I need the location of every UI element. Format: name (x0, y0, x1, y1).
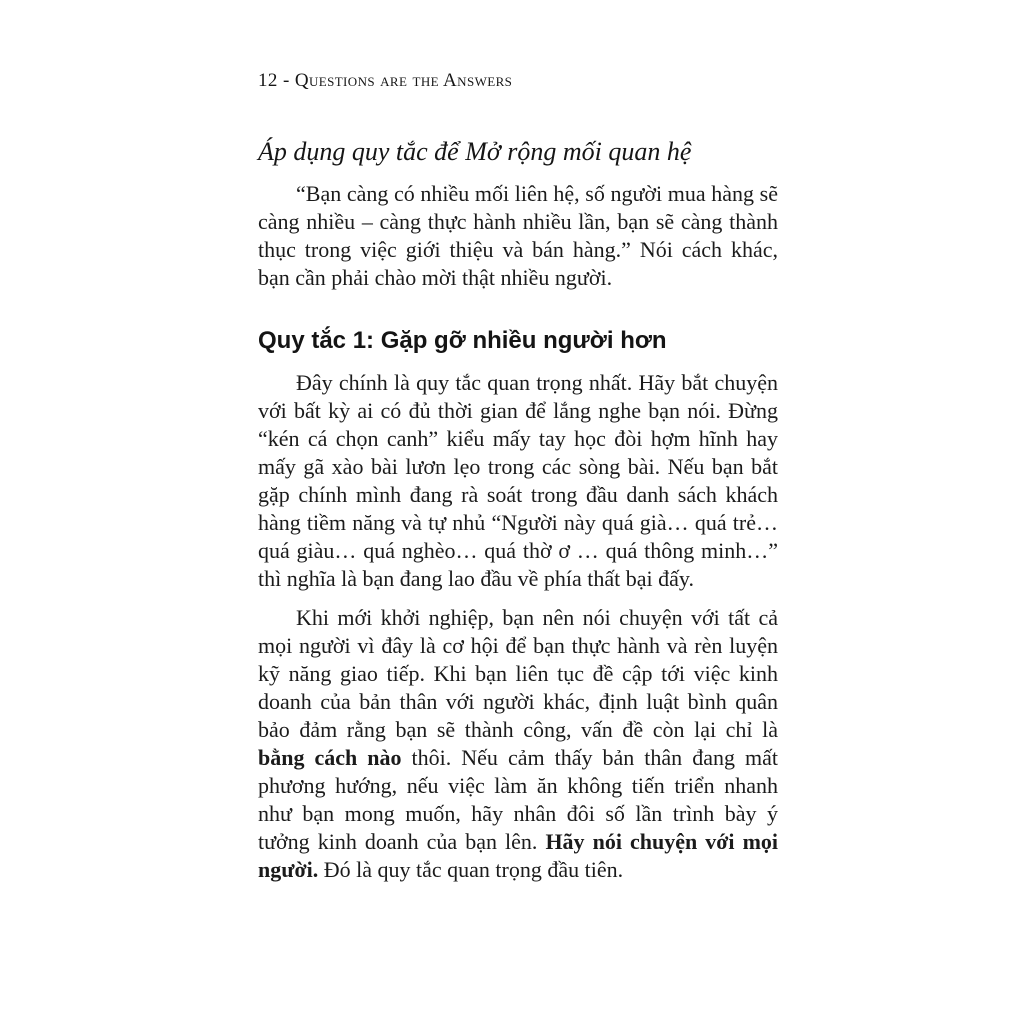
paragraph-advice-bold-run: Hãy nói chuyện với mọi người. (258, 829, 779, 882)
paragraph-quote: “Bạn càng có nhiều mối liên hệ, số người mua hàng sẽ càng nhiều – càng thực hành nhiều lần, bạn sẽ càng thành thục trong việc giới thiệu và bán hàng.” Nói cách khác, bạn cần phải chào mời thật nhiều người. (258, 181, 778, 290)
paragraph-advice-run: thôi. Nếu cảm thấy bản thân đang mất phương hướng, nếu việc làm ăn không tiến triển nhanh như bạn mong muốn, hãy nhân đôi số lần trình bày ý tưởng kinh doanh của bạn lên. (258, 745, 778, 854)
paragraph-advice-run: Đó là quy tắc quan trọng đầu tiên. (318, 857, 624, 882)
paragraph-advice-bold-run: bằng cách nào (258, 745, 402, 770)
rule-1-heading: Quy tắc 1: Gặp gỡ nhiều người hơn (258, 327, 667, 354)
paragraph-advice-run: Khi mới khởi nghiệp, bạn nên nói chuyện với tất cả mọi người vì đây là cơ hội để bạn thực hành và rèn luyện kỹ năng giao tiếp. Khi bạn liên tục đề cập tới việc kinh doanh của bản thân với người khác, định luật bình quân bảo đảm rằng bạn sẽ thành công, vấn đề còn lại chỉ là (258, 605, 778, 742)
paragraph-advice (258, 604, 778, 884)
text-column (258, 70, 778, 884)
paragraph-rule-explanation: Đây chính là quy tắc quan trọng nhất. Hãy bắt chuyện với bất kỳ ai có đủ thời gian để lắng nghe bạn nói. Đừng “kén cá chọn canh” kiểu mấy tay học đòi hợm hĩnh hay mấy gã xào bài lươn lẹo trong các sòng bài. Nếu bạn bắt gặp chính mình đang rà soát trong đầu danh sách khách hàng tiềm năng và tự nhủ “Người này quá già… quá trẻ… quá giàu… quá nghèo… quá thờ ơ … quá thông minh…” thì nghĩa là bạn đang lao đầu về phía thất bại đấy. (258, 370, 778, 591)
chapter-subtitle: Áp dụng quy tắc để Mở rộng mối quan hệ (258, 137, 692, 166)
running-header: 12 - Questions are the Answers (258, 70, 513, 91)
